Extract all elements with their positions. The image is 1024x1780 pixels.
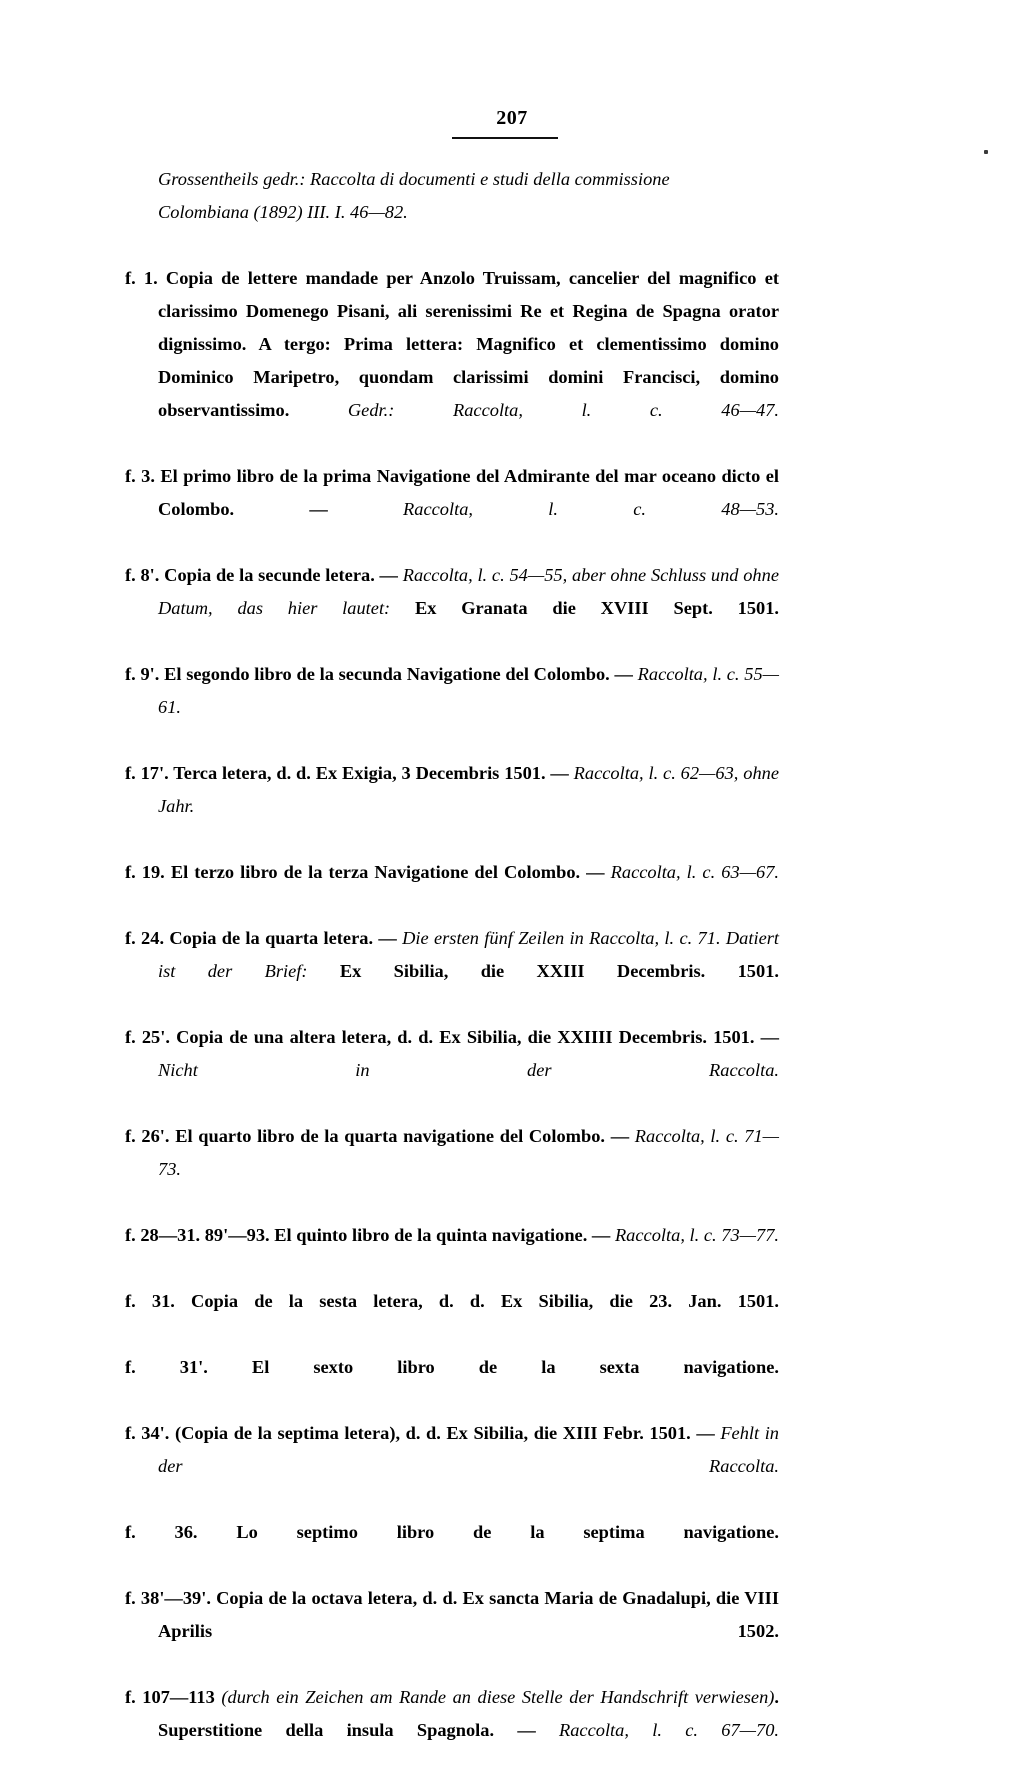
folio-entry-text: Terca letera, d. d. Ex Exigia, 3 Decembris 1501. —	[168, 763, 574, 783]
folio-entry	[125, 1417, 779, 1516]
folio-entry-text-italic: Raccolta, l. c. 67—70.	[559, 1720, 779, 1740]
folio-entry	[125, 757, 779, 856]
folio-entry-text: . Superstitione della insula Spagnola. —	[158, 1687, 779, 1740]
folio-entry-label: f. 1.	[125, 268, 158, 288]
folio-entry-text-italic: Gedr.: Raccolta, l. c. 46—47.	[347, 400, 779, 420]
folio-entry-text: Copia de una altera letera, d. d. Ex Sibilia, die XXIIII Decembris. 1501. —	[169, 1027, 779, 1047]
folio-entry-text: El segondo libro de la secunda Navigatione del Colombo. —	[159, 664, 638, 684]
folio-entry-label: f. 24.	[125, 928, 165, 948]
folio-entry-text-italic: Raccolta, l. c. 55—61.	[158, 664, 779, 717]
folio-entry-label: f. 31.	[125, 1291, 175, 1311]
folio-entry-text-italic: Raccolta, l. c. 54—55, aber ohne Schluss und ohne Datum, das hier lautet:	[158, 565, 779, 618]
page-number: 207	[496, 107, 528, 129]
folio-entry-text: Copia de la secunde letera. —	[159, 565, 403, 585]
folio-entry-label: f. 25'.	[125, 1027, 170, 1047]
folio-entry-label: f. 36.	[125, 1522, 198, 1542]
folio-entry-text-italic: Raccolta, l. c. 63—67.	[610, 862, 779, 882]
folio-entry	[125, 1120, 779, 1219]
document-text-body	[125, 163, 779, 1780]
folio-entry-text: Ex Granata die XVIII Sept. 1501.	[414, 598, 779, 618]
folio-entry-text-italic: Nicht in der Raccolta.	[158, 1060, 779, 1080]
folio-entry-text-italic: Raccolta, l. c. 48—53.	[403, 499, 779, 519]
folio-entry-text: Copia de lettere mandade per Anzolo Truissam, cancelier del magnifico et clarissimo Domenego Pisani, ali serenissimi Re et Regina de Spagna orator dignissimo. A tergo: Prima lettera: Magnifico et clementissimo domino Dominico Maripetro, quondam clarissimi domini Francisci, domino observantissimo.	[157, 268, 779, 420]
folio-entry-text: (Copia de la septima letera), d. d. Ex Sibilia, die XIII Febr. 1501. —	[169, 1423, 721, 1443]
folio-entry	[125, 1681, 779, 1780]
folio-entry-text: Ex Sibilia, die XXIII Decembris. 1501.	[339, 961, 779, 981]
folio-entry-text-italic: Die ersten fünf Zeilen in Raccolta, l. c. 71. Datiert ist der Brief:	[158, 928, 779, 981]
folio-entry	[125, 559, 779, 658]
folio-entry	[125, 1582, 779, 1681]
source-note-line-1: Grossentheils gedr.: Raccolta di documenti e studi della commissione	[158, 169, 670, 189]
folio-entry	[125, 1516, 779, 1582]
folio-entry-list	[125, 262, 779, 1780]
folio-entry	[125, 1219, 779, 1285]
folio-entry-label: f. 17'.	[125, 763, 169, 783]
folio-entry-text: Lo septimo libro de la septima navigatione.	[197, 1522, 779, 1542]
folio-entry	[125, 1285, 779, 1351]
folio-entry-text: Copia de la quarta letera. —	[164, 928, 403, 948]
folio-entry-text-italic: Raccolta, l. c. 73—77.	[614, 1225, 779, 1245]
folio-block	[466, 108, 558, 145]
folio-entry	[125, 262, 779, 460]
folio-entry-text-italic: (durch ein Zeichen am Rande an diese Stelle der Handschrift verwiesen)	[214, 1687, 775, 1707]
margin-speck-mark	[984, 150, 988, 154]
folio-entry-text-italic: Raccolta, l. c. 71—73.	[158, 1126, 779, 1179]
folio-entry-label: f. 34'.	[125, 1423, 170, 1443]
folio-entry-label: f. 9'.	[125, 664, 160, 684]
page-header	[0, 108, 1024, 145]
folio-entry-label: f. 107—113	[125, 1687, 215, 1707]
folio-entry	[125, 856, 779, 922]
folio-entry	[125, 658, 779, 757]
folio-entry-text-italic: Raccolta, l. c. 62—63, ohne Jahr.	[158, 763, 779, 816]
folio-entry-text: Copia de la octava letera, d. d. Ex sancta Maria de Gnadalupi, die VIII Aprilis 1502.	[158, 1588, 779, 1641]
folio-entry-label: f. 19.	[125, 862, 165, 882]
folio-entry-text: El primo libro de la prima Navigatione del Admirante del mar oceano dicto el Colombo. —	[154, 466, 779, 519]
source-note-heading	[125, 163, 779, 262]
source-note-line-2: Colombiana (1892) III. I. 46—82.	[158, 202, 408, 222]
folio-entry-label: f. 26'.	[125, 1126, 170, 1146]
folio-entry-label: f. 3.	[125, 466, 155, 486]
folio-entry-label: f. 31'.	[125, 1357, 208, 1377]
header-rule	[452, 137, 558, 139]
folio-entry-text: El quinto libro de la quinta navigatione. —	[269, 1225, 615, 1245]
folio-entry-text: El terzo libro de la terza Navigatione del Colombo. —	[164, 862, 611, 882]
folio-entry-label: f. 28—31. 89'—93.	[125, 1225, 270, 1245]
folio-entry	[125, 922, 779, 1021]
folio-entry	[125, 1021, 779, 1120]
folio-entry-label: f. 38'—39'.	[125, 1588, 211, 1608]
folio-entry-text: El sexto libro de la sexta navigatione.	[207, 1357, 779, 1377]
folio-entry-text-italic: Fehlt in der Raccolta.	[158, 1423, 780, 1476]
folio-entry-text: El quarto libro de la quarta navigatione del Colombo. —	[169, 1126, 635, 1146]
folio-entry-text: Copia de la sesta letera, d. d. Ex Sibilia, die 23. Jan. 1501.	[174, 1291, 780, 1311]
folio-entry	[125, 460, 779, 559]
folio-entry-label: f. 8'.	[125, 565, 160, 585]
folio-entry	[125, 1351, 779, 1417]
